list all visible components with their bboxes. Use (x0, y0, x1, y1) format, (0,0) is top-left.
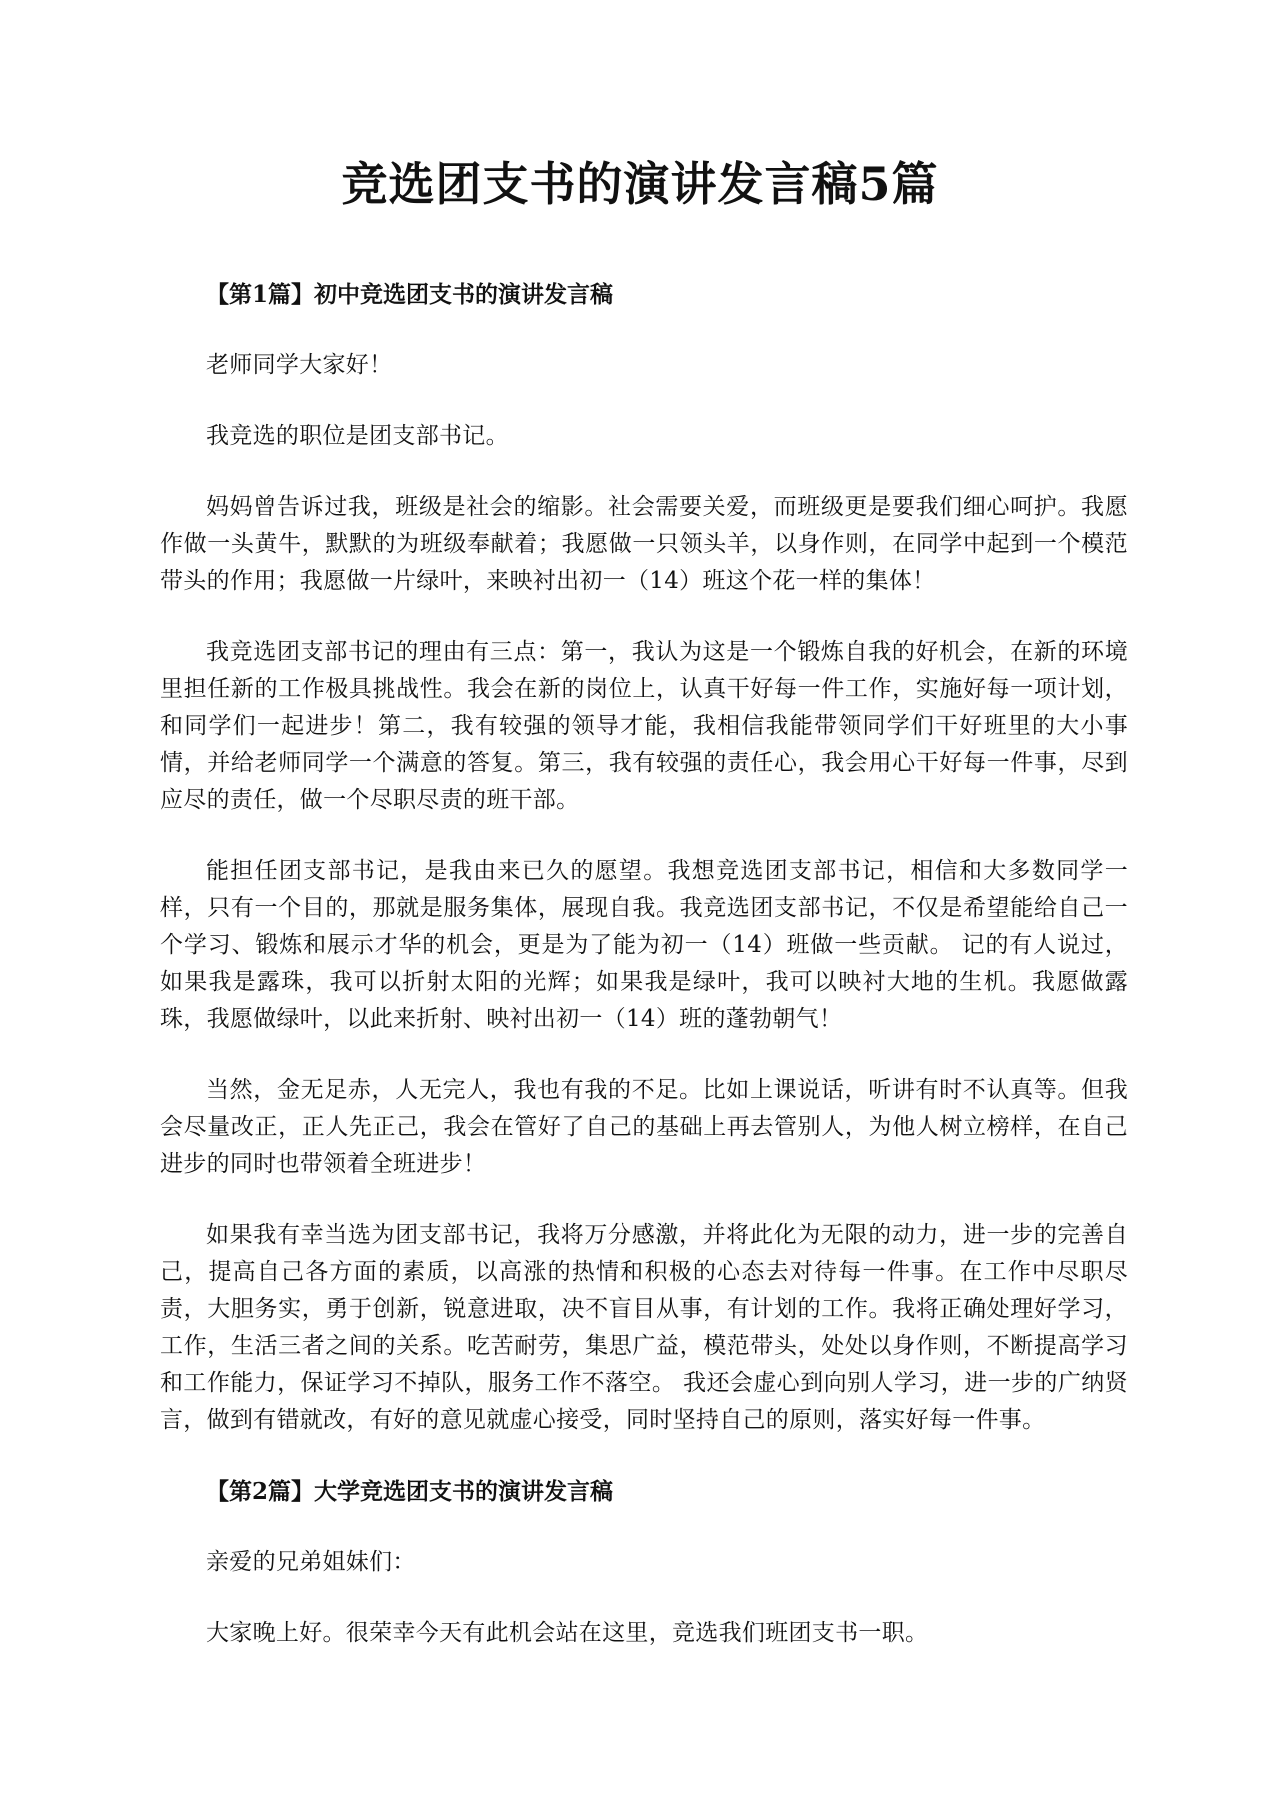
paragraph: 当然，金无足赤，人无完人，我也有我的不足。比如上课说话，听讲有时不认真等。但我会尽量改正，正人先正己，我会在管好了自己的基础上再去管别人，为他人树立榜样，在自己进步的同时也带领着全班进步！ (160, 1077, 1128, 1177)
paragraph: 能担任团支部书记，是我由来已久的愿望。我想竞选团支部书记，相信和大多数同学一样，只有一个目的，那就是服务集体，展现自我。我竞选团支部书记，不仅是希望能给自己一个学习、锻炼和展示才华的机会，更是为了能为初一（14）班做一些贡献。 记的有人说过，如果我是露珠，我可以折射太阳的光辉；如果我是绿叶，我可以映衬大地的生机。我愿做露珠，我愿做绿叶，以此来折射、映衬出初一（14）班的蓬勃朝气！ (160, 858, 1128, 1032)
section-1 (160, 276, 1128, 1439)
section-heading: 【第2篇】大学竞选团支书的演讲发言稿 (206, 1478, 614, 1505)
document-title: 竞选团支书的演讲发言稿5篇 (341, 157, 939, 211)
paragraph: 我竞选团支部书记的理由有三点：第一，我认为这是一个锻炼自我的好机会，在新的环境里担任新的工作极具挑战性。我会在新的岗位上，认真干好每一件工作，实施好每一项计划，和同学们一起进步！第二，我有较强的领导才能，我相信我能带领同学们干好班里的大小事情，并给老师同学一个满意的答复。第三，我有较强的责任心，我会用心干好每一件事，尽到应尽的责任，做一个尽职尽责的班干部。 (160, 639, 1128, 813)
section-heading: 【第1篇】初中竞选团支书的演讲发言稿 (206, 281, 614, 308)
paragraph: 亲爱的兄弟姐妹们： (206, 1549, 416, 1575)
paragraph: 我竞选的职位是团支部书记。 (206, 423, 509, 449)
section-2 (160, 1473, 1128, 1652)
document-body (160, 276, 1128, 1686)
paragraph: 大家晚上好。很荣幸今天有此机会站在这里，竞选我们班团支书一职。 (206, 1620, 929, 1646)
paragraph: 如果我有幸当选为团支部书记，我将万分感激，并将此化为无限的动力，进一步的完善自己，提高自己各方面的素质，以高涨的热情和积极的心态去对待每一件事。在工作中尽职尽责，大胆务实，勇于创新，锐意进取，决不盲目从事，有计划的工作。我将正确处理好学习，工作，生活三者之间的关系。吃苦耐劳，集思广益，模范带头，处处以身作则，不断提高学习和工作能力，保证学习不掉队，服务工作不落空。 我还会虚心到向别人学习，进一步的广纳贤言，做到有错就改，有好的意见就虚心接受，同时坚持自己的原则，落实好每一件事。 (160, 1222, 1128, 1433)
paragraph: 妈妈曾告诉过我，班级是社会的缩影。社会需要关爱，而班级更是要我们细心呵护。我愿作做一头黄牛，默默的为班级奉献着；我愿做一只领头羊，以身作则，在同学中起到一个模范带头的作用；我愿做一片绿叶，来映衬出初一（14）班这个花一样的集体！ (160, 494, 1128, 594)
paragraph: 老师同学大家好！ (206, 352, 393, 378)
